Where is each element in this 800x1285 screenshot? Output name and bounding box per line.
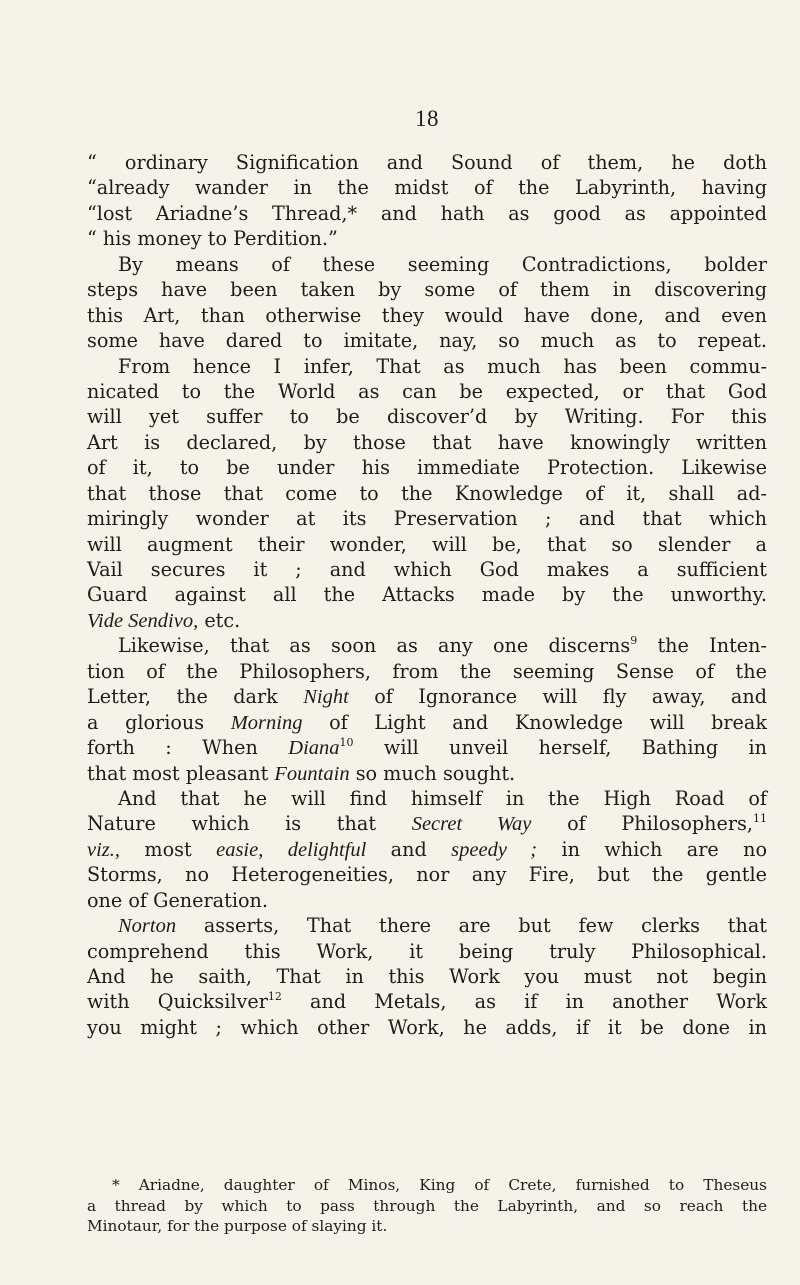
text-line: tion of the Philosophers, from the seeming Sense of the — [87, 659, 767, 683]
italic-term: viz., — [87, 838, 121, 861]
text-line: will augment their wonder, will be, that so slender a — [87, 532, 767, 556]
note-reference: 12 — [267, 990, 282, 1004]
italic-term: easie, — [216, 838, 264, 861]
text-line: Letter, the dark Night of Ignorance will fly away, and — [87, 685, 767, 709]
footnote-line: a thread by which to pass through the Labyrinth, and so reach the — [87, 1196, 767, 1215]
text-line: Norton asserts, That there are but few clerks that — [118, 914, 767, 938]
italic-term: Night — [303, 686, 349, 709]
italic-term: delightful — [287, 838, 367, 861]
text-line: And that he will find himself in the High Road of — [118, 786, 767, 810]
footnote — [87, 1175, 767, 1237]
text-line: Art is declared, by those that have knowingly written — [87, 430, 767, 454]
text-line: “ his money to Perdition.” — [87, 227, 338, 251]
text-line: Vail secures it ; and which God makes a sufficient — [87, 558, 767, 581]
note-reference: 9 — [630, 634, 638, 648]
text-line: “ ordinary Signification and Sound of them, he doth — [87, 151, 767, 174]
text-line: Nature which is that Secret Way of Philosophers,$^{11}$ — [87, 812, 767, 836]
italic-citation: Vide Sendivo, — [87, 609, 199, 632]
text-line: “already wander in the midst of the Labyrinth, having — [87, 176, 767, 200]
text-line: miringly wonder at its Preservation ; and that which — [87, 507, 767, 531]
footnote-line: * Ariadne, daughter of Minos, King of Crete, furnished to Theseus — [112, 1176, 767, 1194]
text-line: some have dared to imitate, nay, so much as to repeat. — [87, 329, 767, 353]
text-line: By means of these seeming Contradictions, bolder — [118, 252, 767, 276]
text-line: with Quicksilver$^{12}$ and Metals, as if in another Work — [87, 990, 767, 1014]
text-line: comprehend this Work, it being truly Philosophical. — [87, 939, 767, 963]
text-line: steps have been taken by some of them in discovering — [87, 278, 767, 302]
note-reference: 10 — [339, 736, 354, 750]
text-line: one of Generation. — [87, 888, 268, 912]
text-line: that those that come to the Knowledge of it, shall ad- — [87, 481, 767, 505]
italic-term: Diana — [288, 737, 340, 760]
text-line: forth : When Diana$^{10}$ will unveil herself, Bathing in — [87, 736, 767, 760]
italic-term: Norton — [118, 915, 177, 938]
text-line: this Art, than otherwise they would have done, and even — [87, 303, 767, 327]
text-line: nicated to the World as can be expected, or that God — [87, 379, 767, 403]
text-line: of it, to be under his immediate Protection. Likewise — [87, 456, 767, 480]
italic-term: Secret Way — [411, 813, 532, 836]
text-line: From hence I infer, That as much has been commu- — [118, 354, 767, 378]
text-line: a glorious Morning of Light and Knowledge will break — [87, 710, 767, 734]
italic-term: speedy ; — [451, 838, 538, 861]
text-line: you might ; which other Work, he adds, if it be done in — [87, 1015, 767, 1039]
footnote-line: Minotaur, for the purpose of slaying it. — [87, 1217, 388, 1235]
text-line: will yet suffer to be discover’d by Writing. For this — [87, 405, 767, 429]
body-text — [87, 150, 767, 1040]
page-number: 18 — [415, 106, 439, 131]
text-line: Likewise, that as soon as any one discerns$^9$ the Inten- — [118, 634, 767, 658]
text-line: Guard against all the Attacks made by the unworthy. — [87, 583, 767, 607]
text-line: “lost Ariadne’s Thread,* and hath as good as appointed — [87, 201, 767, 225]
text-line: Storms, no Heterogeneities, nor any Fire, but the gentle — [87, 863, 767, 887]
text-line: And he saith, That in this Work you must not begin — [87, 965, 767, 988]
note-reference: 11 — [753, 812, 767, 826]
text-line: viz., most easie, delightful and speedy ; in which are no — [87, 837, 767, 861]
text-line: that most pleasant Fountain so much sought. — [87, 761, 516, 785]
italic-term: Fountain — [274, 762, 350, 785]
text-line: Vide Sendivo, etc. — [87, 608, 241, 632]
italic-term: Morning — [230, 711, 303, 734]
